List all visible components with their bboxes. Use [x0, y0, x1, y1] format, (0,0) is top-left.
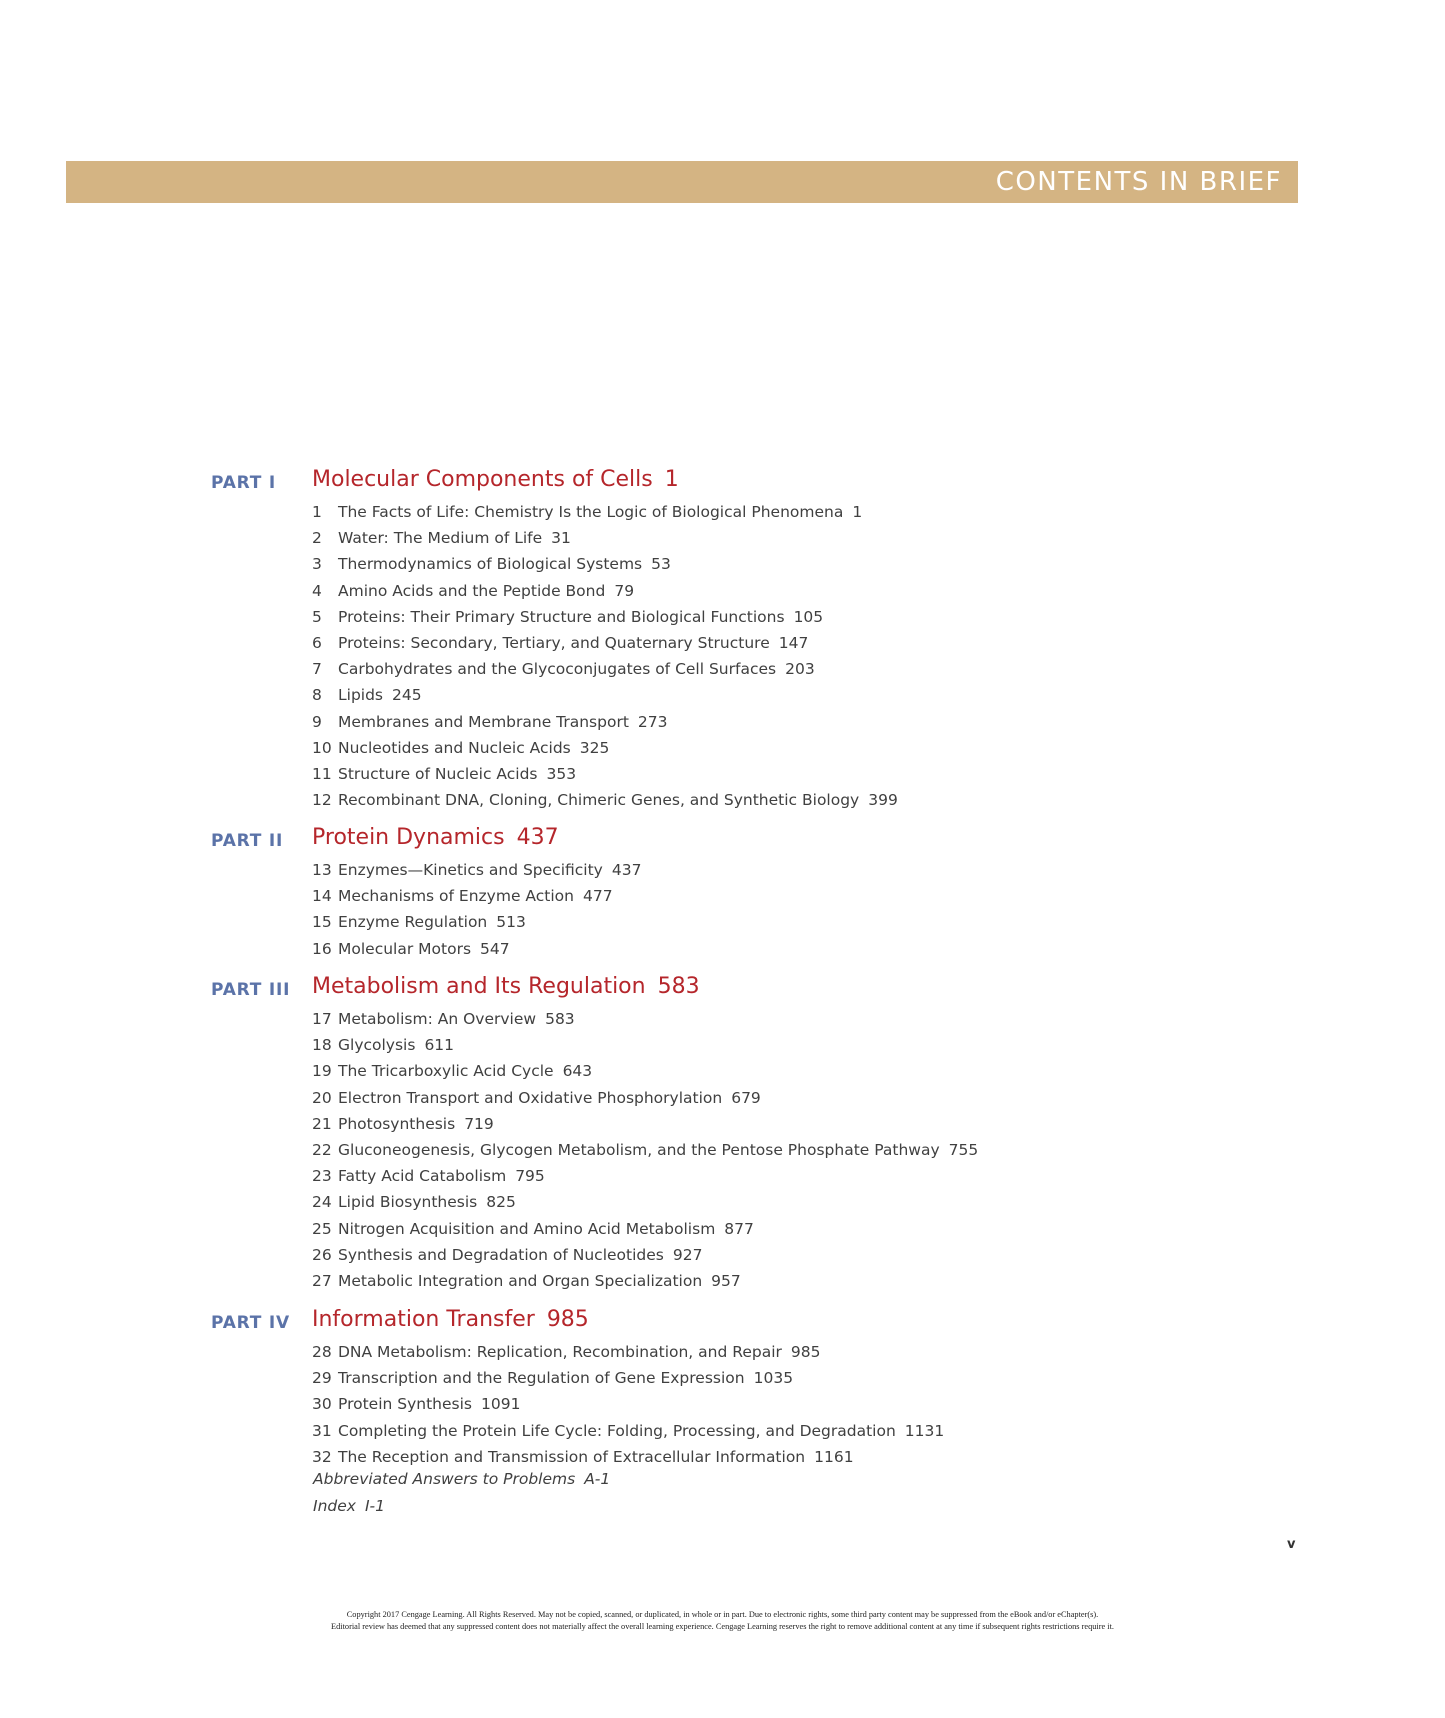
chapter-title: Photosynthesis [338, 1114, 456, 1133]
chapter-number: 6 [312, 633, 322, 652]
part-label: PART II [211, 831, 284, 851]
part-page-number: 1 [664, 467, 679, 492]
chapter-title: Enzyme Regulation [338, 913, 488, 932]
chapter-number: 24 [312, 1193, 332, 1212]
chapter-item[interactable] [312, 578, 898, 604]
chapter-item[interactable] [312, 1268, 978, 1294]
chapter-item[interactable] [312, 857, 641, 883]
chapter-title: Protein Synthesis [338, 1395, 472, 1414]
chapter-title: Gluconeogenesis, Glycogen Metabolism, and the Pentose Phosphate Pathway [338, 1140, 940, 1159]
part-title-text: Molecular Components of Cells [312, 467, 653, 492]
chapter-title: The Reception and Transmission of Extracellular Information [338, 1447, 806, 1466]
chapter-page-number: 1161 [814, 1447, 854, 1466]
chapter-item[interactable] [312, 761, 898, 787]
part-title[interactable] [312, 972, 700, 1002]
chapter-page-number: 927 [672, 1245, 703, 1264]
chapter-number: 14 [312, 887, 332, 906]
part-label: PART III [211, 980, 291, 1000]
chapter-number: 27 [312, 1271, 332, 1290]
chapter-number: 2 [312, 529, 322, 548]
chapter-item[interactable] [312, 1137, 978, 1163]
chapter-item[interactable] [312, 551, 898, 577]
chapter-title: Carbohydrates and the Glycoconjugates of Cell Surfaces [338, 660, 777, 679]
chapter-list [312, 499, 898, 813]
chapter-page-number: 147 [778, 633, 809, 652]
chapter-title: Structure of Nucleic Acids [338, 764, 538, 783]
chapter-number: 8 [312, 686, 322, 705]
chapter-page-number: 353 [546, 764, 577, 783]
chapter-page-number: 273 [637, 712, 668, 731]
chapter-item[interactable] [312, 604, 898, 630]
contents-banner [66, 161, 1298, 203]
chapter-number: 12 [312, 791, 332, 810]
chapter-item[interactable] [312, 1339, 944, 1365]
chapter-page-number: 1091 [481, 1395, 521, 1414]
chapter-number: 3 [312, 555, 322, 574]
chapter-title: Mechanisms of Enzyme Action [338, 887, 574, 906]
chapter-number: 26 [312, 1245, 332, 1264]
backmatter-list [313, 1466, 610, 1520]
chapter-title: DNA Metabolism: Replication, Recombination, and Repair [338, 1343, 782, 1361]
copyright-line-1: Copyright 2017 Cengage Learning. All Rights Reserved. May not be copied, scanned, or duplicated, in whole or in part. Due to electronic rights, some third party content may be suppressed from the eBook and/or eChapter(s). [346, 1609, 1099, 1619]
chapter-item[interactable] [312, 1085, 978, 1111]
chapter-item[interactable] [312, 735, 898, 761]
chapter-list [312, 1006, 978, 1294]
chapter-item[interactable] [312, 499, 898, 525]
chapter-page-number: 957 [711, 1271, 741, 1290]
chapter-number: 17 [312, 1010, 332, 1028]
part-page-number: 985 [546, 1307, 589, 1332]
chapter-item[interactable] [312, 936, 641, 962]
chapter-page-number: 399 [868, 791, 898, 810]
backmatter-item-answers[interactable] [313, 1466, 610, 1493]
chapter-title: Completing the Protein Life Cycle: Folding, Processing, and Degradation [338, 1421, 896, 1440]
chapter-number: 28 [312, 1343, 332, 1361]
chapter-title: Metabolism: An Overview [338, 1010, 537, 1028]
chapter-item[interactable] [312, 1242, 978, 1268]
chapter-title: Lipids [338, 686, 384, 705]
chapter-page-number: 985 [790, 1343, 821, 1361]
part-title-text: Information Transfer [312, 1307, 535, 1332]
part-page-number: 437 [516, 825, 559, 850]
chapter-item[interactable] [312, 1163, 978, 1189]
chapter-number: 4 [312, 581, 322, 600]
chapter-number: 20 [312, 1088, 332, 1107]
chapter-item[interactable] [312, 1006, 978, 1032]
chapter-title: Nitrogen Acquisition and Amino Acid Metabolism [338, 1219, 716, 1238]
chapter-number: 11 [312, 764, 332, 783]
part-title-text: Protein Dynamics [312, 825, 505, 850]
backmatter-page: A-1 [584, 1470, 611, 1488]
chapter-title: Recombinant DNA, Cloning, Chimeric Genes, and Synthetic Biology [338, 791, 860, 810]
page-folio: v [1287, 1537, 1296, 1552]
chapter-item[interactable] [312, 1391, 944, 1417]
chapter-number: 10 [312, 738, 332, 757]
chapter-number: 18 [312, 1036, 332, 1055]
chapter-item[interactable] [312, 883, 641, 909]
chapter-page-number: 79 [614, 581, 635, 600]
chapter-title: The Tricarboxylic Acid Cycle [338, 1062, 554, 1081]
chapter-title: Metabolic Integration and Organ Specialization [338, 1271, 703, 1290]
chapter-title: Membranes and Membrane Transport [338, 712, 629, 731]
backmatter-page: I-1 [364, 1497, 385, 1515]
part-title[interactable] [312, 1305, 589, 1335]
chapter-page-number: 477 [582, 887, 613, 906]
backmatter-title: Index [313, 1497, 356, 1515]
chapter-number: 21 [312, 1114, 332, 1133]
chapter-number: 9 [312, 712, 322, 731]
chapter-page-number: 1035 [753, 1369, 794, 1388]
chapter-number: 22 [312, 1140, 332, 1159]
chapter-page-number: 719 [464, 1114, 494, 1133]
chapter-item[interactable] [312, 787, 898, 813]
backmatter-title: Abbreviated Answers to Problems [313, 1470, 576, 1488]
chapter-number: 1 [312, 503, 322, 521]
chapter-list [312, 857, 641, 962]
chapter-page-number: 1 [852, 503, 863, 521]
chapter-number: 5 [312, 607, 322, 626]
chapter-page-number: 1131 [904, 1421, 945, 1440]
chapter-item[interactable] [312, 682, 898, 708]
chapter-item[interactable] [312, 1418, 944, 1444]
chapter-title: Nucleotides and Nucleic Acids [338, 738, 571, 757]
chapter-item[interactable] [312, 630, 898, 656]
part-title-text: Metabolism and Its Regulation [312, 974, 646, 999]
chapter-page-number: 825 [486, 1193, 516, 1212]
chapter-item[interactable] [312, 656, 898, 682]
chapter-title: Water: The Medium of Life [338, 529, 543, 548]
backmatter-item-index[interactable] [313, 1493, 610, 1520]
chapter-number: 13 [312, 861, 332, 879]
chapter-page-number: 513 [496, 913, 526, 932]
chapter-title: Electron Transport and Oxidative Phosphorylation [338, 1088, 723, 1107]
chapter-item[interactable] [312, 1058, 978, 1084]
page-title: CONTENTS IN BRIEF [995, 167, 1282, 197]
chapter-item[interactable] [312, 1189, 978, 1215]
chapter-page-number: 755 [948, 1140, 979, 1159]
chapter-page-number: 203 [785, 660, 815, 679]
part-title[interactable] [312, 465, 679, 495]
chapter-number: 16 [312, 939, 332, 958]
chapter-item[interactable] [312, 525, 898, 551]
chapter-item[interactable] [312, 909, 641, 935]
chapter-list [312, 1339, 944, 1470]
chapter-number: 31 [312, 1421, 332, 1440]
part-page-number: 583 [657, 974, 700, 999]
chapter-page-number: 325 [579, 738, 610, 757]
chapter-item[interactable] [312, 1365, 944, 1391]
chapter-item[interactable] [312, 1111, 978, 1137]
part-title[interactable] [312, 823, 559, 853]
chapter-number: 30 [312, 1395, 332, 1414]
chapter-page-number: 795 [515, 1167, 545, 1186]
chapter-page-number: 611 [424, 1036, 455, 1055]
chapter-title: Fatty Acid Catabolism [338, 1167, 507, 1186]
chapter-title: Amino Acids and the Peptide Bond [338, 581, 606, 600]
chapter-title: Transcription and the Regulation of Gene Expression [338, 1369, 745, 1388]
chapter-title: Synthesis and Degradation of Nucleotides [338, 1245, 664, 1264]
chapter-number: 29 [312, 1369, 332, 1388]
chapter-item[interactable] [312, 1216, 978, 1242]
chapter-title: Thermodynamics of Biological Systems [338, 555, 643, 574]
chapter-page-number: 53 [651, 555, 671, 574]
chapter-number: 7 [312, 660, 322, 679]
chapter-number: 15 [312, 913, 332, 932]
copyright-notice [0, 1608, 1445, 1632]
chapter-title: Proteins: Their Primary Structure and Biological Functions [338, 607, 785, 626]
copyright-line-2: Editorial review has deemed that any suppressed content does not materially affect the overall learning experience. Cengage Learning reserves the right to remove additional content at any time if subsequent rights restrictions require it. [331, 1621, 1114, 1631]
chapter-number: 25 [312, 1219, 332, 1238]
part-label: PART IV [211, 1313, 290, 1333]
chapter-number: 32 [312, 1447, 332, 1466]
chapter-page-number: 877 [724, 1219, 754, 1238]
chapter-number: 19 [312, 1062, 332, 1081]
chapter-title: Glycolysis [338, 1036, 416, 1055]
chapter-title: Lipid Biosynthesis [338, 1193, 478, 1212]
chapter-page-number: 437 [611, 861, 642, 879]
chapter-title: Enzymes—Kinetics and Specificity [338, 861, 603, 879]
chapter-page-number: 547 [480, 939, 510, 958]
part-label: PART I [211, 473, 277, 493]
chapter-number: 23 [312, 1167, 332, 1186]
chapter-title: Molecular Motors [338, 939, 472, 958]
chapter-title: Proteins: Secondary, Tertiary, and Quaternary Structure [338, 633, 770, 652]
chapter-page-number: 679 [731, 1088, 761, 1107]
chapter-item[interactable] [312, 709, 898, 735]
chapter-page-number: 31 [551, 529, 571, 548]
chapter-item[interactable] [312, 1032, 978, 1058]
chapter-title: The Facts of Life: Chemistry Is the Logic of Biological Phenomena [338, 503, 844, 521]
chapter-page-number: 643 [562, 1062, 593, 1081]
chapter-page-number: 245 [392, 686, 422, 705]
chapter-page-number: 583 [545, 1010, 575, 1028]
chapter-page-number: 105 [793, 607, 824, 626]
